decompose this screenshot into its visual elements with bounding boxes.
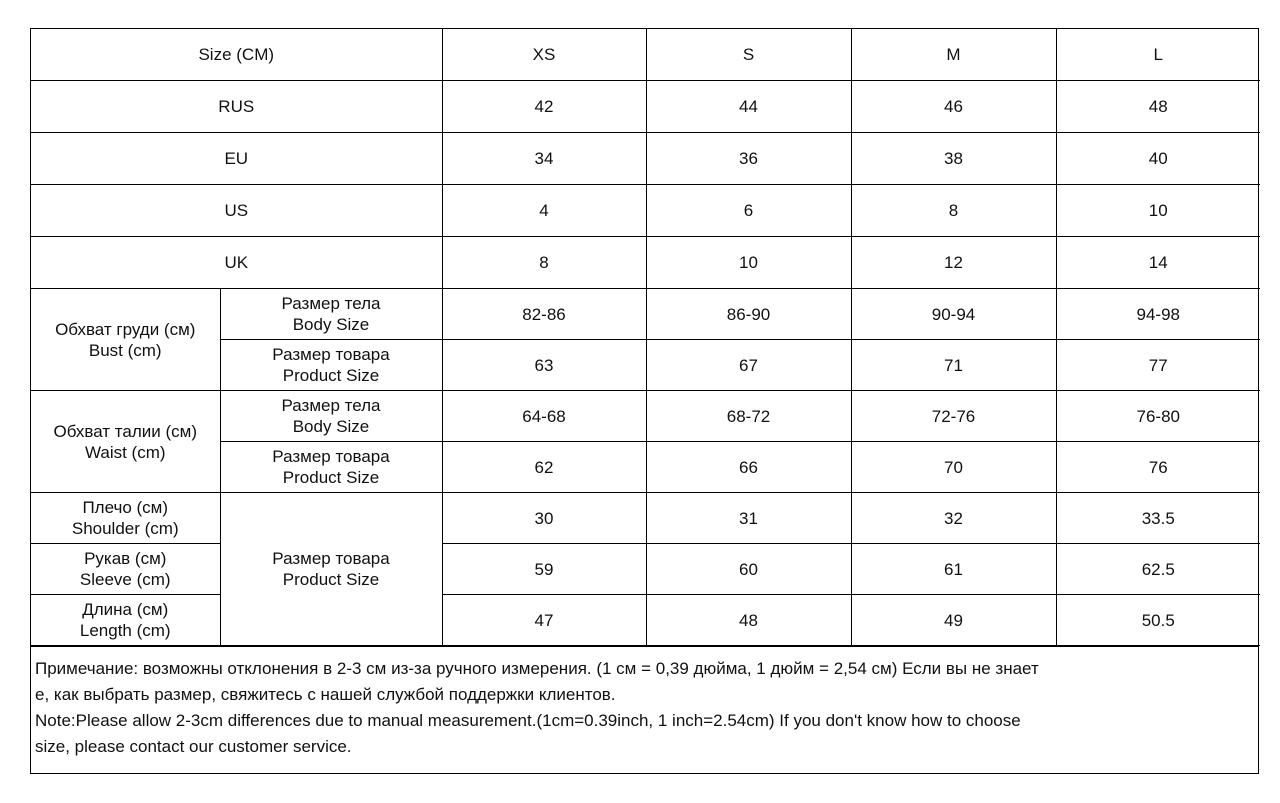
table-cell: 64-68 [442,391,646,442]
size-header-s: S [646,29,851,81]
table-row-rus [31,81,1260,133]
sleeve-label-en: Sleeve (cm) [79,570,171,589]
sub-label-body-size [220,289,442,340]
body-size-label-en: Body Size [292,417,370,436]
row-label-waist [31,391,220,493]
size-header-label: Size (CM) [31,29,442,81]
table-cell: 46 [851,81,1056,133]
size-table [31,29,1260,646]
table-cell: 14 [1056,237,1260,289]
table-row-sleeve [31,544,1260,595]
row-label-length [31,595,220,646]
table-cell: 42 [442,81,646,133]
table-cell: 90-94 [851,289,1056,340]
table-cell: 94-98 [1056,289,1260,340]
table-cell: 82-86 [442,289,646,340]
table-cell: 34 [442,133,646,185]
note-ru-line-2: е, как выбрать размер, свяжитесь с нашей службой поддержки клиентов. [35,685,616,704]
product-size-label-en: Product Size [282,570,380,589]
table-row-bust-body [31,289,1260,340]
table-cell: 12 [851,237,1056,289]
table-cell: 70 [851,442,1056,493]
table-row-waist-body [31,391,1260,442]
note-en-line-1: Note:Please allow 2-3cm differences due to manual measurement.(1cm=0.39inch, 1 inch=2.54cm) If you don't know how to choose [35,711,1021,730]
table-cell: 38 [851,133,1056,185]
shoulder-label-en: Shoulder (cm) [71,519,179,538]
row-label-eu: EU [31,133,442,185]
table-cell: 62 [442,442,646,493]
table-row-length [31,595,1260,646]
product-size-label-ru: Размер товара [272,447,390,466]
table-cell: 76-80 [1056,391,1260,442]
table-cell: 44 [646,81,851,133]
table-cell: 76 [1056,442,1260,493]
table-cell: 66 [646,442,851,493]
table-cell: 72-76 [851,391,1056,442]
row-label-us: US [31,185,442,237]
table-cell: 68-72 [646,391,851,442]
row-label-uk: UK [31,237,442,289]
table-row-shoulder [31,493,1260,544]
length-label-ru: Длина (см) [82,600,169,619]
table-cell: 36 [646,133,851,185]
table-cell: 71 [851,340,1056,391]
row-label-sleeve [31,544,220,595]
bust-label-en: Bust (cm) [88,340,162,360]
table-cell: 86-90 [646,289,851,340]
waist-label-en: Waist (cm) [84,442,166,462]
table-cell: 67 [646,340,851,391]
product-size-label-ru: Размер товара [272,345,390,364]
product-size-label-en: Product Size [282,366,380,385]
row-label-rus: RUS [31,81,442,133]
sub-label-product-size [220,340,442,391]
sleeve-label-ru: Рукав (см) [84,549,167,568]
product-size-label-en: Product Size [282,468,380,487]
size-header-xs: XS [442,29,646,81]
table-cell: 4 [442,185,646,237]
waist-label-ru: Обхват талии (см) [53,421,198,441]
table-cell: 48 [1056,81,1260,133]
table-cell: 10 [646,237,851,289]
table-cell: 10 [1056,185,1260,237]
size-header-l: L [1056,29,1260,81]
table-cell: 31 [646,493,851,544]
table-cell: 62.5 [1056,544,1260,595]
note-ru-line-1: Примечание: возможны отклонения в 2-3 см из-за ручного измерения. (1 см = 0,39 дюйма, 1 дюйм = 2,54 см) Если вы не знает [35,659,1039,678]
table-cell: 60 [646,544,851,595]
shoulder-label-ru: Плечо (см) [82,498,169,517]
body-size-label-ru: Размер тела [281,294,381,313]
table-row-eu [31,133,1260,185]
table-cell: 32 [851,493,1056,544]
table-cell: 33.5 [1056,493,1260,544]
row-label-bust [31,289,220,391]
table-cell: 48 [646,595,851,646]
length-label-en: Length (cm) [79,621,171,640]
header-row [31,29,1260,81]
body-size-label-en: Body Size [292,315,370,334]
table-cell: 6 [646,185,851,237]
table-cell: 8 [851,185,1056,237]
product-size-label-ru: Размер товара [272,549,390,568]
bust-label-ru: Обхват груди (см) [55,319,196,339]
sub-label-product-size [220,442,442,493]
table-cell: 63 [442,340,646,391]
body-size-label-ru: Размер тела [281,396,381,415]
size-chart [30,28,1259,774]
sub-label-product-size-merged [220,493,442,646]
table-cell: 30 [442,493,646,544]
measurement-note [31,646,1258,760]
table-row-us [31,185,1260,237]
table-cell: 61 [851,544,1056,595]
sub-label-body-size [220,391,442,442]
table-cell: 40 [1056,133,1260,185]
size-header-m: M [851,29,1056,81]
row-label-shoulder [31,493,220,544]
table-row-uk [31,237,1260,289]
note-en-line-2: size, please contact our customer service. [35,737,352,756]
table-cell: 8 [442,237,646,289]
table-cell: 59 [442,544,646,595]
table-cell: 50.5 [1056,595,1260,646]
table-cell: 49 [851,595,1056,646]
table-cell: 77 [1056,340,1260,391]
table-cell: 47 [442,595,646,646]
